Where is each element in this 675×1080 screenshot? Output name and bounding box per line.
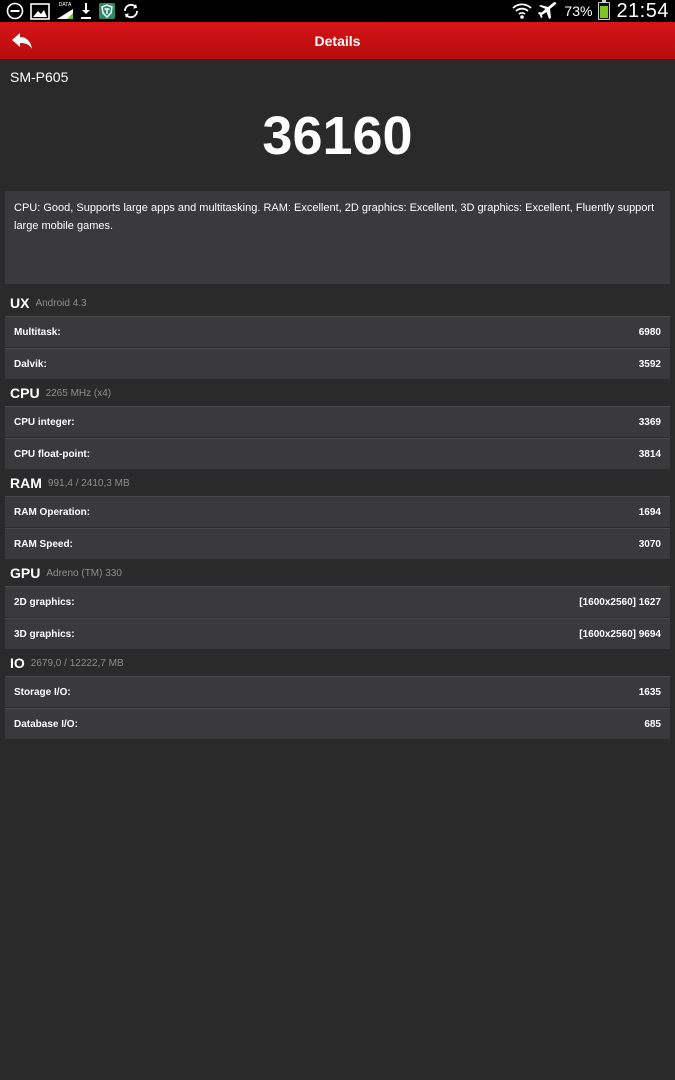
back-button[interactable] [8, 28, 36, 54]
result-value: [1600x2560] 1627 [579, 596, 661, 608]
section-title: UX [10, 295, 30, 311]
result-value: 3369 [638, 416, 661, 428]
section-subtitle: 2265 MHz (x4) [45, 387, 112, 399]
status-bar-notifications [6, 1, 140, 21]
data-label: DATA [58, 2, 72, 8]
result-row[interactable] [5, 676, 670, 707]
result-value: 3592 [638, 358, 661, 370]
result-label: CPU float-point: [14, 448, 91, 460]
result-label: 3D graphics: [14, 628, 75, 640]
action-bar [0, 22, 675, 60]
result-row[interactable] [5, 528, 670, 559]
data-signal-icon [56, 1, 74, 21]
section-header [0, 470, 675, 496]
result-value: 3814 [638, 448, 661, 460]
section-subtitle: 2679,0 / 12222,7 MB [30, 657, 124, 669]
clock: 21:54 [616, 0, 669, 22]
section-title: IO [10, 655, 25, 671]
sync-icon [122, 1, 140, 21]
shield-app-icon [98, 1, 116, 21]
result-label: Database I/O: [14, 718, 78, 730]
status-bar [0, 0, 675, 22]
result-row[interactable] [5, 316, 670, 347]
section-gpu [0, 560, 675, 649]
section-header [0, 380, 675, 406]
battery-percent: 73% [564, 3, 593, 19]
battery-level-fill [600, 6, 608, 18]
result-row[interactable] [5, 618, 670, 649]
section-title: CPU [10, 385, 40, 401]
summary-box: CPU: Good, Supports large apps and multitasking. RAM: Excellent, 2D graphics: Excellent, 3D graphics: Excellent, Fluently support large mobile games. [5, 191, 670, 284]
image-icon [30, 1, 50, 21]
page-title: Details [314, 32, 361, 49]
total-score: 36160 [262, 106, 413, 166]
result-value: 685 [644, 718, 661, 730]
section-header [0, 290, 675, 316]
result-label: Storage I/O: [14, 686, 71, 698]
result-value: 1694 [638, 506, 661, 518]
result-label: RAM Speed: [14, 538, 73, 550]
result-value: 6980 [638, 326, 661, 338]
result-row[interactable] [5, 406, 670, 437]
result-label: Dalvik: [14, 358, 47, 370]
result-row[interactable] [5, 438, 670, 469]
section-subtitle: Android 4.3 [35, 297, 87, 309]
section-io [0, 650, 675, 739]
airplane-mode-icon [538, 1, 558, 21]
section-header [0, 560, 675, 586]
minus-circle-icon [6, 1, 24, 21]
benchmark-sections [0, 290, 675, 740]
result-value: [1600x2560] 9694 [579, 628, 661, 640]
status-bar-system [512, 0, 669, 23]
section-subtitle: 991,4 / 2410,3 MB [47, 477, 130, 489]
result-row[interactable] [5, 586, 670, 617]
section-ram [0, 470, 675, 559]
result-row[interactable] [5, 708, 670, 739]
device-name: SM-P605 [10, 69, 69, 85]
result-value: 1635 [638, 686, 661, 698]
section-ux [0, 290, 675, 379]
result-label: 2D graphics: [14, 596, 75, 608]
section-header [0, 650, 675, 676]
battery-icon [598, 2, 610, 20]
wifi-icon [512, 1, 532, 21]
result-label: RAM Operation: [14, 506, 91, 518]
back-arrow-icon [10, 31, 34, 51]
result-row[interactable] [5, 496, 670, 527]
section-cpu [0, 380, 675, 469]
download-icon [80, 1, 92, 21]
result-row[interactable] [5, 348, 670, 379]
result-value: 3070 [638, 538, 661, 550]
section-title: GPU [10, 565, 41, 581]
section-subtitle: Adreno (TM) 330 [46, 567, 122, 579]
section-title: RAM [10, 475, 42, 491]
result-label: CPU integer: [14, 416, 75, 428]
result-label: Multitask: [14, 326, 61, 338]
